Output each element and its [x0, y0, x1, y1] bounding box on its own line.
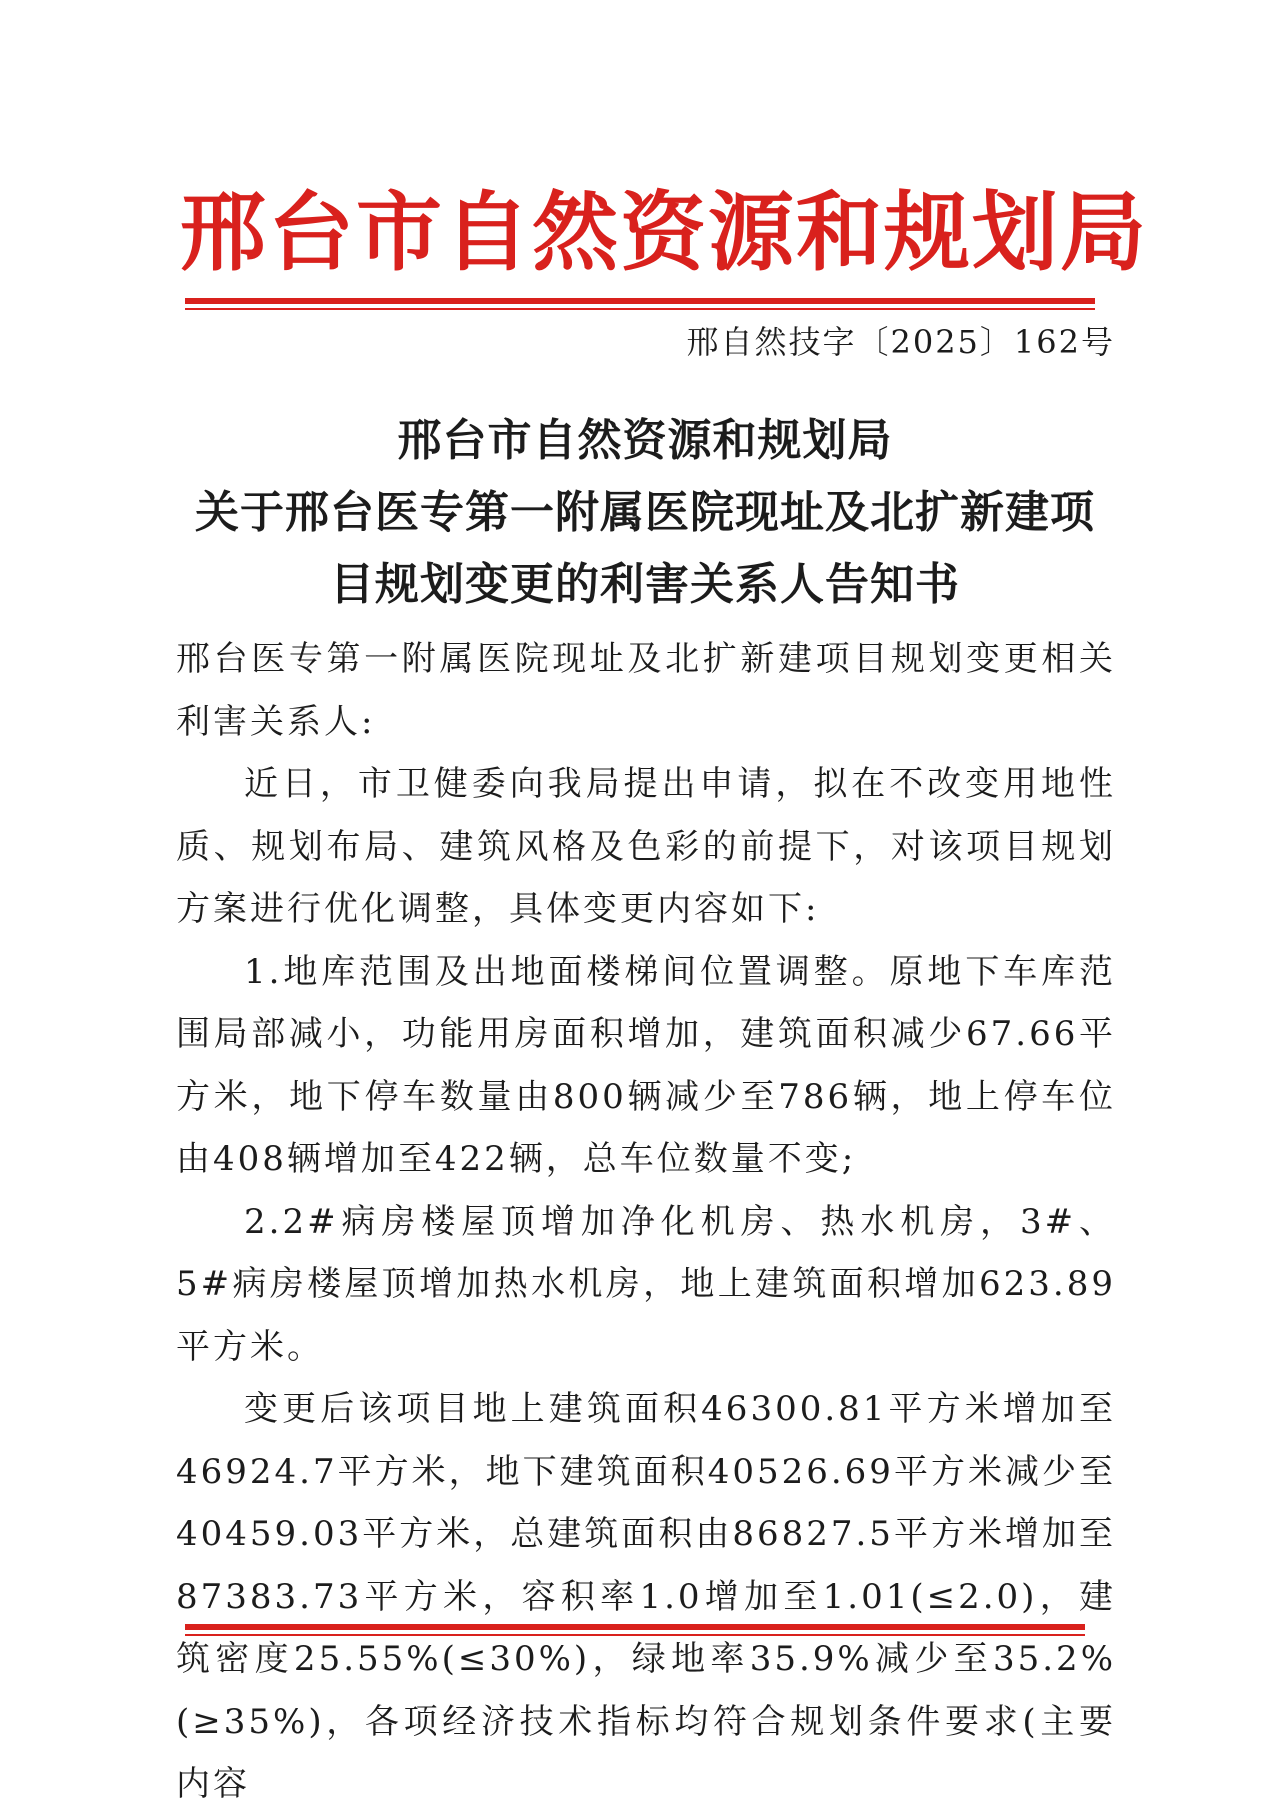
intro-paragraph: 近日，市卫健委向我局提出申请，拟在不改变用地性质、规划布局、建筑风格及色彩的前提下，对该项目规划方案进行优化调整，具体变更内容如下:: [176, 764, 1116, 929]
title-line-3: 目规划变更的利害关系人告知书: [330, 559, 960, 610]
change-item-2: 2.2#病房楼屋顶增加净化机房、热水机房，3#、5#病房楼屋顶增加热水机房，地上建筑面积增加623.89平方米。: [176, 1201, 1116, 1367]
change-item-1: 1.地库范围及出地面楼梯间位置调整。原地下车库范围局部减小，功能用房面积增加，建筑面积减少67.66平方米，地下停车数量由800辆减少至786辆，地上停车位由408辆增加至422辆，总车位数量不变;: [176, 951, 1116, 1179]
document-number: 邢自然技字〔2025〕162号: [686, 323, 1115, 361]
document-body: [176, 628, 1116, 1816]
title-line-2: 关于邢台医专第一附属医院现址及北扩新建项: [195, 487, 1095, 538]
footer-red-rule: [185, 1624, 1085, 1636]
title-line-1: 邢台市自然资源和规划局: [397, 415, 893, 466]
document-title: [170, 405, 1120, 621]
footer-rule-thin: [185, 1634, 1085, 1636]
salutation: 邢台医专第一附属医院现址及北扩新建项目规划变更相关利害关系人:: [176, 639, 1116, 742]
summary-paragraph: 变更后该项目地上建筑面积46300.81平方米增加至46924.7平方米，地下建筑面积40526.69平方米减少至40459.03平方米，总建筑面积由86827.5平方米增加至87383.73平方米，容积率1.0增加至1.01(≤2.0)，建筑密度25.55%(≤30%)，绿地率35.9%减少至35.2%(≥35%)，各项经济技术指标均符合规划条件要求(主要内容: [176, 1389, 1116, 1804]
red-rule-thin: [185, 308, 1095, 310]
agency-letterhead: 邢台市自然资源和规划局: [180, 182, 1148, 283]
letterhead-red-rule: [185, 298, 1095, 310]
